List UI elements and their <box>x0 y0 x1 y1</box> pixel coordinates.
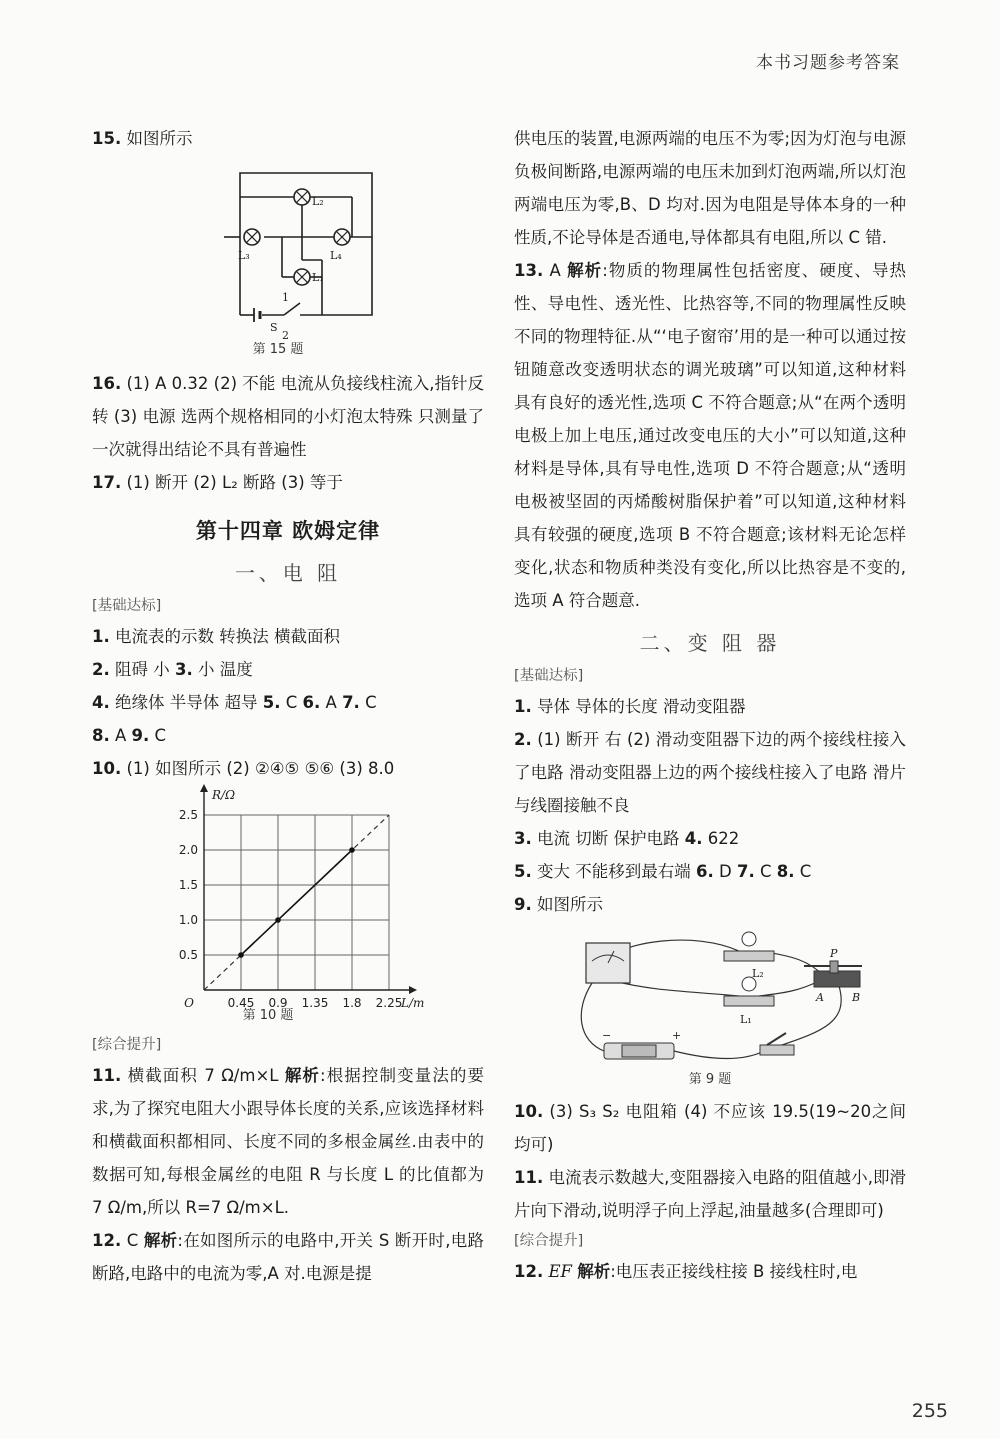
y-tick-label: 1.5 <box>178 878 198 892</box>
origin-label: O <box>184 996 194 1010</box>
tag-basic-2: [基础达标] <box>514 668 584 684</box>
answer-b12: 12. EF 解析:电压表正接线柱接 B 接线柱时,电 <box>514 1262 858 1281</box>
answer-b11: 11. 电流表示数越大,变阻器接入电路的阻值越小,即滑片向下滑动,说明浮子向上浮起,油量越多(合理即可) <box>514 1168 906 1220</box>
answer-b9: 9. 如图所示 <box>514 895 603 914</box>
answer-17: 17. (1) 断开 (2) L₂ 断路 (3) 等于 <box>92 473 343 492</box>
y-tick-label: 0.5 <box>178 948 198 962</box>
answer-b3-4: 3. 电流 切断 保护电路 4. 622 <box>514 829 740 848</box>
answer-16: 16. (1) A 0.32 (2) 不能 电流从负接线柱流入,指针反转 (3) 电源 选两个规格相同的小灯泡太特殊 只测量了一次就得出结论不具有普遍性 <box>92 374 484 459</box>
figure-10-caption: 第 10 题 <box>242 1008 294 1023</box>
x-axis-label: L/m <box>401 996 425 1010</box>
y-tick-label: 2.5 <box>178 808 198 822</box>
y-tick-label: 1.0 <box>178 913 198 927</box>
left-column <box>92 122 484 1290</box>
x-tick-label: 0.9 <box>268 996 288 1010</box>
right-column <box>514 122 906 1288</box>
section-title-2: 二、变 阻 器 <box>639 631 781 655</box>
x-axis-arrow <box>409 986 417 994</box>
answer-b10: 10. (3) S₃ S₂ 电阻箱 (4) 不应该 19.5(19~20之间均可) <box>514 1102 906 1154</box>
label-l4: L₄ <box>330 249 342 262</box>
answer-4-7: 4. 绝缘体 半导体 超导 5. C 6. A 7. C <box>92 693 377 712</box>
answer-b5-8: 5. 变大 不能移到最右端 6. D 7. C 8. C <box>514 862 812 881</box>
circuit-figure-9 <box>564 921 864 1071</box>
answer-13: 13. A 解析:物质的物理属性包括密度、硬度、导热性、导电性、透光性、比热容等,不同的物理属性反映不同的物理特征.从“‘电子窗帘’用的是一种可以通过按钮随意改变透明状态的调光玻璃”可以知道,这种材料具有良好的透光性,选项 C 不符合题意;从“在两个透明电极上加上电压,通过改变电压的大小”可以知道,这种材料是导体,具有导电性,选项 D 不符合题意;从“透明电极被坚固的丙烯酸树脂保护着”可以知道,这种材料具有较强的硬度,选项 B 不符合题意;该材料无论怎样变化,状态和物质种类没有变化,所以比热容是不变的,选项 A 符合题意. <box>514 261 907 610</box>
series-solid-line <box>241 850 352 955</box>
x-tick-label: 2.25 <box>375 996 403 1010</box>
figure-9-caption: 第 9 题 <box>688 1072 732 1087</box>
data-point <box>275 917 281 923</box>
label-b: B <box>852 991 861 1004</box>
answer-b1: 1. 导体 导体的长度 滑动变阻器 <box>514 697 746 716</box>
circuit-figure-15 <box>202 155 382 341</box>
y-axis-label: R/Ω <box>212 788 236 802</box>
label-1: 1 <box>282 291 289 304</box>
label-l1: L₁ <box>312 271 324 284</box>
answer-12: 12. C 解析:在如图所示的电路中,开关 S 断开时,电路断路,电路中的电流为零,A 对.电源是提 <box>92 1231 485 1283</box>
page-number: 255 <box>911 1400 948 1422</box>
label-l2: L₂ <box>312 195 324 208</box>
answer-11: 11. 横截面积 7 Ω/m×L 解析:根据控制变量法的要求,为了探究电阻大小跟导体长度的关系,应该选择材料和横截面积都相同、长度不同的多根金属丝.由表中的数据可知,每根金属丝的电阻 R 与长度 L 的比值都为 7 Ω/m,所以 R=7 Ω/m×L. <box>92 1066 485 1217</box>
label-a: A <box>816 991 824 1004</box>
tag-basic-1: [基础达标] <box>92 598 162 614</box>
label-l3: L₃ <box>238 249 250 262</box>
y-axis-arrow <box>200 784 208 792</box>
label-s: S <box>270 321 278 334</box>
label-2: 2 <box>282 329 289 342</box>
label-l1: L₁ <box>740 1013 752 1026</box>
data-point <box>349 847 355 853</box>
answer-12-continued: 供电压的装置,电源两端的电压不为零;因为灯泡与电源负极间断路,电源两端的电压未加到灯泡两端,所以灯泡两端电压为零,B、D 均对.因为电阻是导体本身的一种性质,不论导体是否通电,导体都具有电阻,所以 C 错. <box>514 129 906 247</box>
answer-2-3: 2. 阻碍 小 3. 小 温度 <box>92 660 253 679</box>
tag-comp-2: [综合提升] <box>514 1233 584 1249</box>
label-minus: − <box>602 1029 612 1042</box>
tag-comp-1: [综合提升] <box>92 1037 162 1053</box>
chapter-title: 第十四章 欧姆定律 <box>195 519 381 543</box>
answer-8-9: 8. A 9. C <box>92 726 167 745</box>
label-p: P <box>830 947 838 960</box>
header-title: 本书习题参考答案 <box>756 53 900 73</box>
x-tick-label: 1.35 <box>301 996 329 1010</box>
x-tick-label: 1.8 <box>342 996 362 1010</box>
label-l2: L₂ <box>752 967 764 980</box>
answer-b2: 2. (1) 断开 右 (2) 滑动变阻器下边的两个接线柱接入了电路 滑动变阻器上边的两个接线柱接入了电路 滑片与线圈接触不良 <box>514 730 906 815</box>
section-title-1: 一、电 阻 <box>234 561 342 585</box>
answer-10: 10. (1) 如图所示 (2) ②④⑤ ⑤⑥ (3) 8.0 <box>92 759 395 778</box>
y-tick-label: 2.0 <box>178 843 198 857</box>
figure-15-caption: 第 15 题 <box>252 342 304 357</box>
answer-1: 1. 电流表的示数 转换法 横截面积 <box>92 627 340 646</box>
answer-15: 15. 如图所示 <box>92 129 193 148</box>
x-tick-label: 0.45 <box>227 996 255 1010</box>
label-plus: + <box>672 1029 682 1042</box>
chart-10 <box>162 785 425 1015</box>
data-point <box>238 952 244 958</box>
